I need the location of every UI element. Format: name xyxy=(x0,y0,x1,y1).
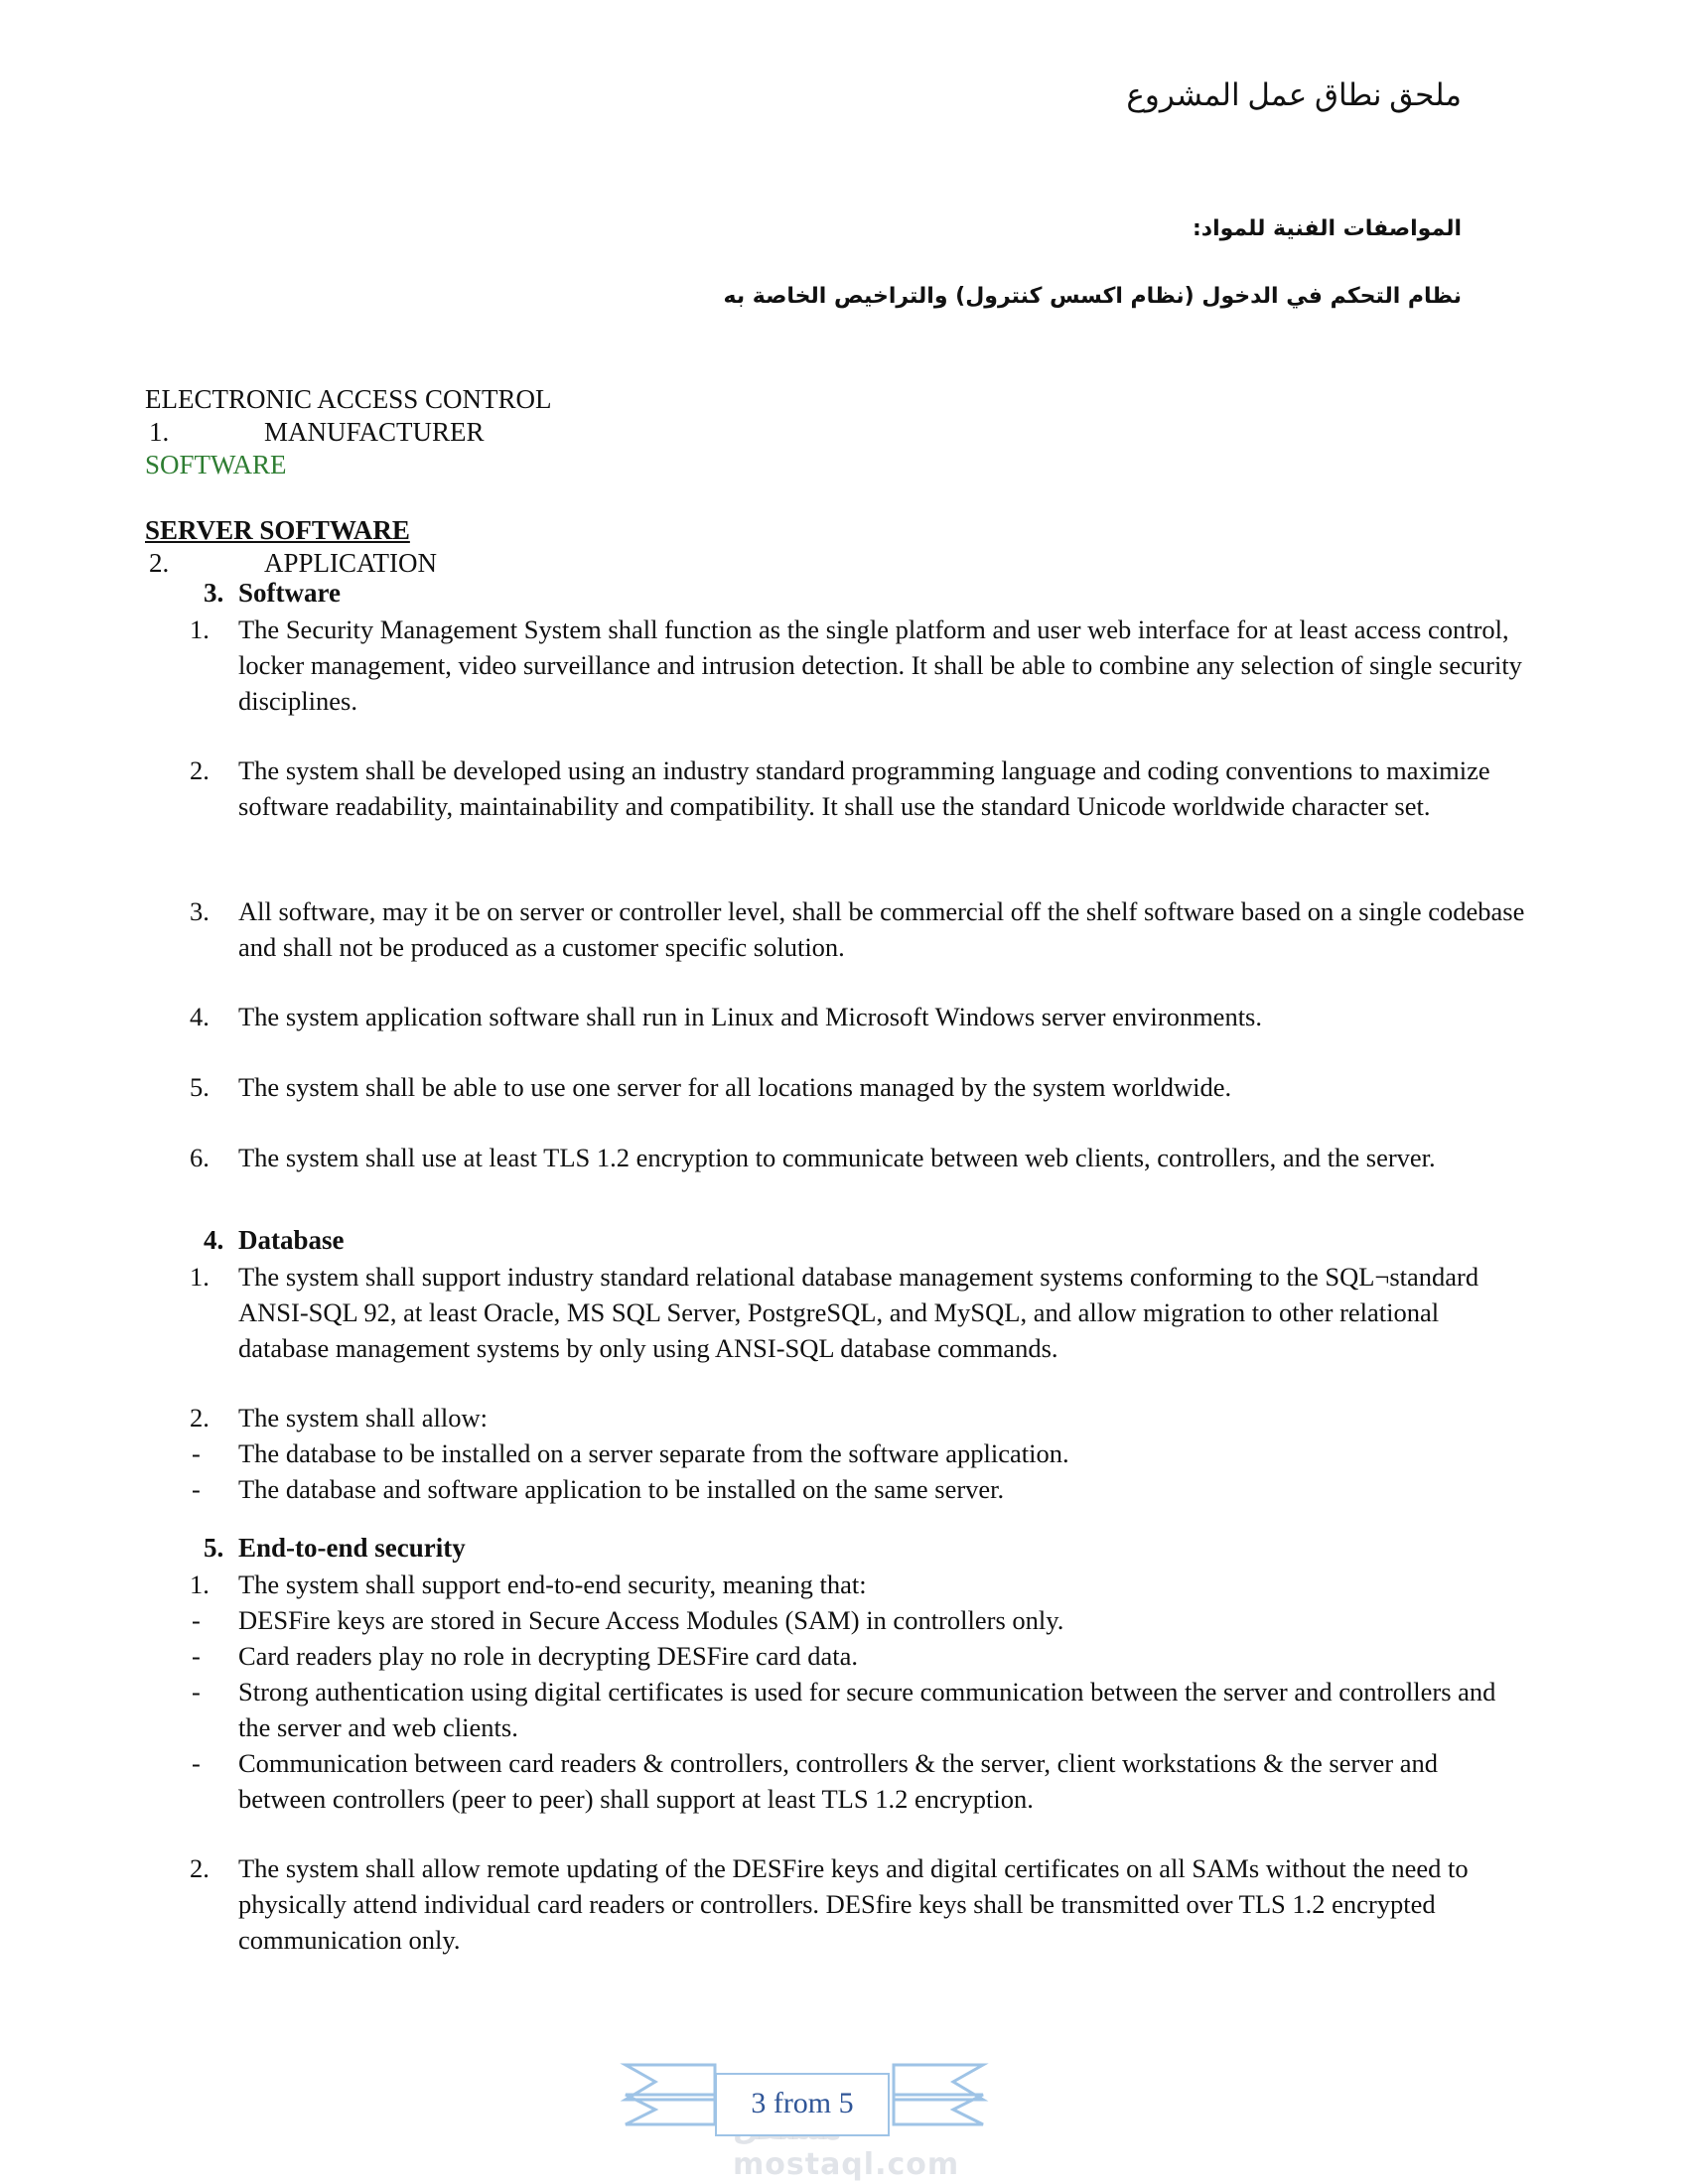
s4-bullet-text: The database to be installed on a server separate from the software application. xyxy=(238,1438,1069,1468)
s5-bullet-text: Strong authentication using digital certificates is used for secure communication between the server and controllers and the server and web clients. xyxy=(238,1677,1496,1742)
bullet-dash: - xyxy=(192,1641,201,1671)
s5-bullet-text: Communication between card readers & controllers, controllers & the server, client workstations & the server and between controllers (peer to peer) shall support at least TLS 1.2 encryption. xyxy=(238,1748,1438,1814)
manufacturer-label: MANUFACTURER xyxy=(264,417,485,447)
s3-item-number: 2. xyxy=(190,755,210,785)
software-label: SOFTWARE xyxy=(145,450,287,479)
s5-item-text: The system shall allow remote updating of the DESFire keys and digital certificates on all SAMs without the need to physically attend individual card readers or controllers. DESfire keys shall be transmitted over TLS 1.2 encrypted communication only. xyxy=(238,1853,1469,1955)
watermark-logo: mostaql.com xyxy=(733,2147,960,2182)
bullet-dash: - xyxy=(192,1605,201,1635)
s5-bullet-text: DESFire keys are stored in Secure Access Modules (SAM) in controllers only. xyxy=(238,1605,1064,1635)
s5-item-number: 1. xyxy=(190,1570,210,1599)
s3-item-number: 6. xyxy=(190,1143,210,1172)
s3-item-number: 3. xyxy=(190,896,210,926)
application-label: APPLICATION xyxy=(264,548,438,578)
s3-item-number: 4. xyxy=(190,1002,210,1031)
arabic-heading-specs: المواصفات الفنية للمواد: xyxy=(1192,216,1462,241)
s3-item-number: 5. xyxy=(190,1072,210,1102)
s5-bullet-text: Card readers play no role in decrypting DESFire card data. xyxy=(238,1641,859,1671)
s3-item-text: The system application software shall run in Linux and Microsoft Windows server environments. xyxy=(238,1002,1262,1031)
s3-item-text: The system shall be able to use one server for all locations managed by the system worldwide. xyxy=(238,1072,1232,1102)
s3-item-text: The system shall use at least TLS 1.2 encryption to communicate between web clients, controllers, and the server. xyxy=(238,1143,1436,1172)
s3-item-text: The Security Management System shall function as the single platform and user web interface for at least access control, locker management, video surveillance and intrusion detection. It shall be able to combine any selection of single security disciplines. xyxy=(238,614,1522,716)
section-3-title: Software xyxy=(238,578,341,608)
s5-item-text: The system shall support end-to-end security, meaning that: xyxy=(238,1570,867,1599)
bullet-dash: - xyxy=(192,1474,201,1504)
s3-item-text: All software, may it be on server or controller level, shall be commercial off the shelf software based on a single codebase and shall not be produced as a customer specific solution. xyxy=(238,896,1525,962)
section-5-title: End-to-end security xyxy=(238,1533,466,1563)
bullet-dash: - xyxy=(192,1748,201,1778)
s4-item-text: The system shall support industry standard relational database management systems conforming to the SQL¬standard ANSI-SQL 92, at least Oracle, MS SQL Server, PostgreSQL, and MySQL, and allow migration to other relational database management systems by only using ANSI-SQL database commands. xyxy=(238,1262,1479,1363)
s4-item-text: The system shall allow: xyxy=(238,1403,488,1433)
s3-item-number: 1. xyxy=(190,614,210,644)
section-4-number: 4. xyxy=(204,1225,224,1255)
server-software-heading: SERVER SOFTWARE xyxy=(145,515,410,545)
s3-item-text: The system shall be developed using an industry standard programming language and coding conventions to maximize software readability, maintainability and compatibility. It shall use the standard Unicode worldwide character set. xyxy=(238,755,1490,821)
item1-number: 1. xyxy=(149,417,170,447)
page-number: 3 from 5 xyxy=(715,2073,890,2136)
bullet-dash: - xyxy=(192,1438,201,1468)
bullet-dash: - xyxy=(192,1677,201,1706)
page-footer xyxy=(616,2055,993,2182)
s5-item-number: 2. xyxy=(190,1853,210,1883)
section-4-title: Database xyxy=(238,1225,345,1255)
section-3-number: 3. xyxy=(204,578,224,608)
section-5-number: 5. xyxy=(204,1533,224,1563)
item2-number: 2. xyxy=(149,548,170,578)
header-title: ملحق نطاق عمل المشروع xyxy=(1126,77,1462,112)
arabic-heading-system: نظام التحكم في الدخول (نظام اكسس كنترول) والتراخيص الخاصة به xyxy=(723,284,1462,309)
s4-bullet-text: The database and software application to be installed on the same server. xyxy=(238,1474,1005,1504)
doc-title: ELECTRONIC ACCESS CONTROL xyxy=(145,384,552,414)
s4-item-number: 1. xyxy=(190,1262,210,1292)
s4-item-number: 2. xyxy=(190,1403,210,1433)
